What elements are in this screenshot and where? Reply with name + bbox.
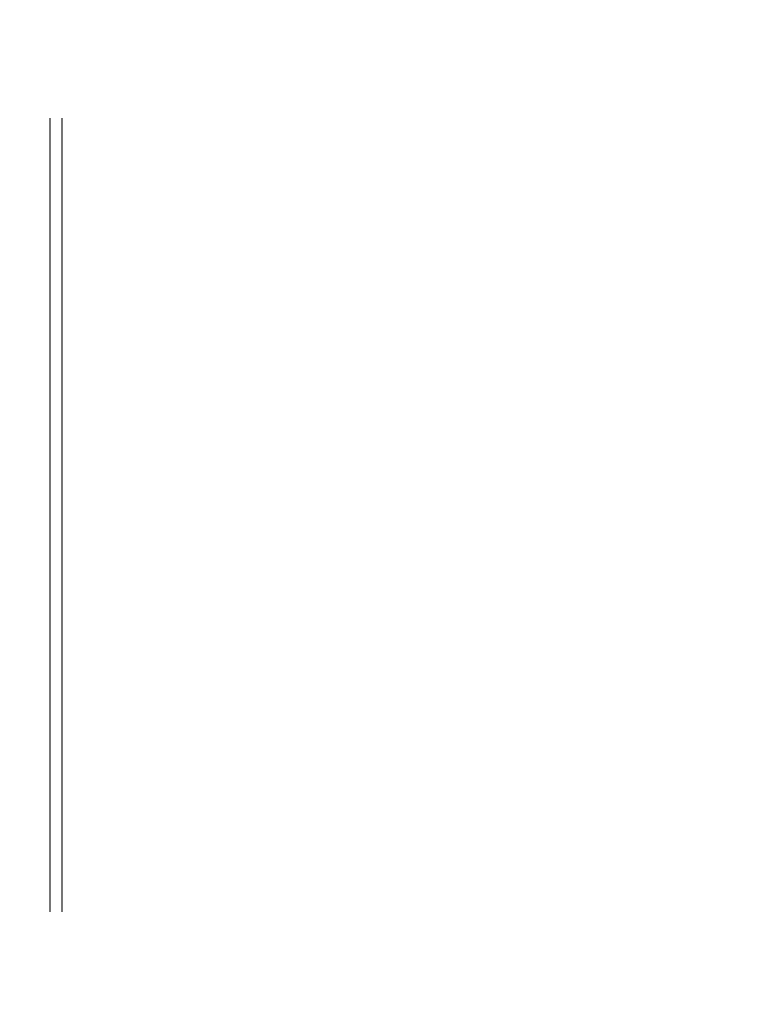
margin-lines [50,118,62,912]
